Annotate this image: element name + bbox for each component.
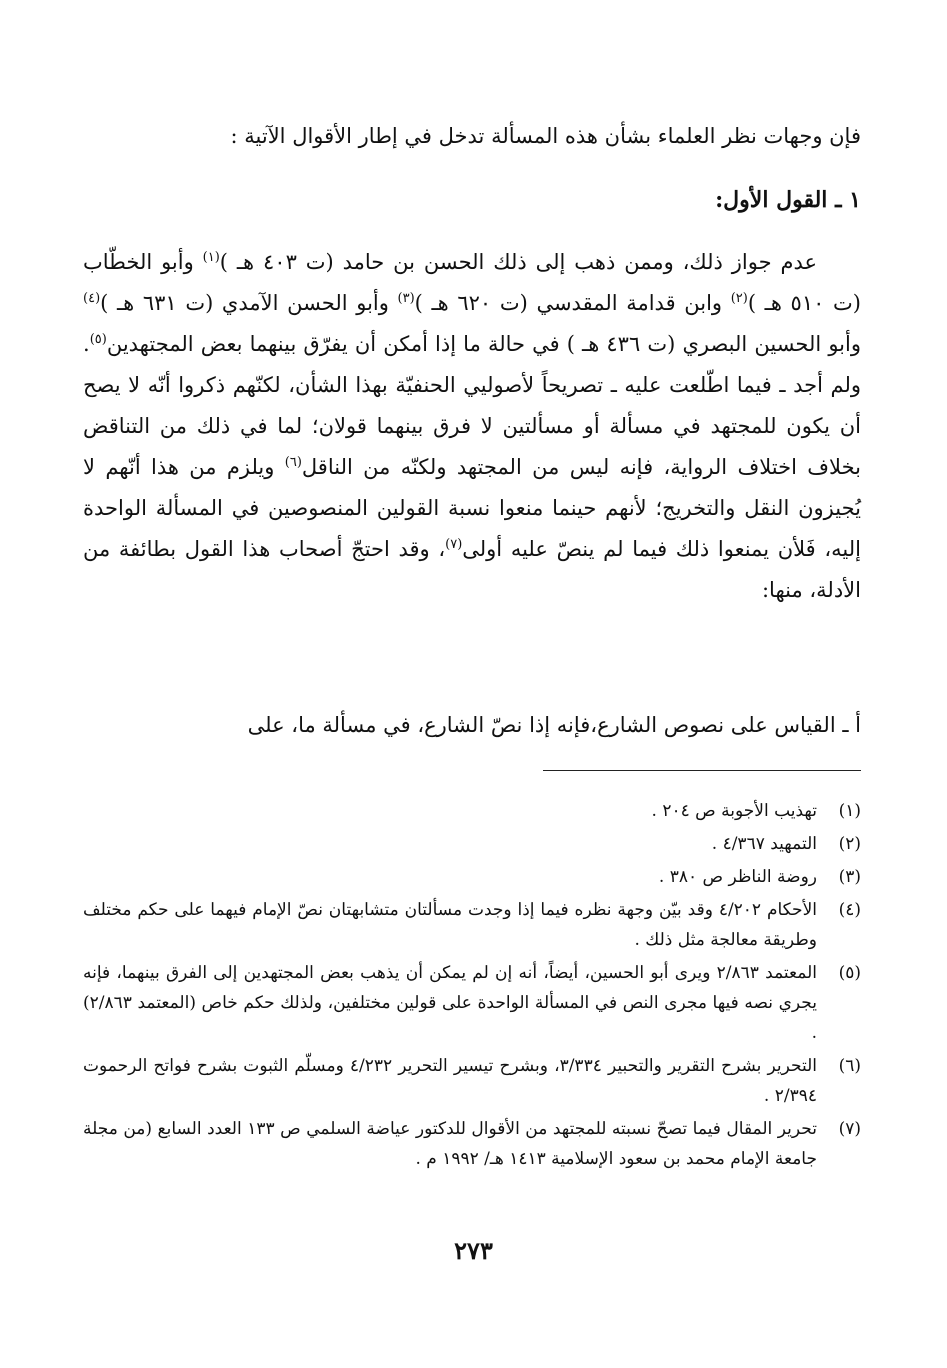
- footnotes-list: [83, 796, 861, 1177]
- paragraph-segment: وأبو الحسين البصري (ت ٤٣٦ هـ ) في حالة ما إذا أمكن أن يفرّق بينهما بعض المجتهدين: [106, 332, 861, 356]
- footnote-text: روضة الناظر ص ٣٨٠ .: [658, 867, 817, 887]
- footnote-text: المعتمد ٢/٨٦٣ ويرى أبو الحسين، أيضاً، أنه إن لم يمكن أن يذهب بعض المجتهدين إلى الفرق بينهما، فإنه يجري نصه فيها مجرى النص في المسألة الواحدة على قولين مختلفين، ولذلك حكم خاص (المعتمد ٢/٨٦٣) .: [83, 963, 817, 1043]
- footnote-text: تحرير المقال فيما تصحّ نسبته للمجتهد من الأقوال للدكتور عياضة السلمي ص ١٣٣ العدد السابع (من مجلة جامعة الإمام محمد بن سعود الإسلامية ١٤١٣ هـ/ ١٩٩٢ م .: [83, 1119, 817, 1169]
- footnote-number: (٥): [838, 963, 861, 983]
- footnote-ref[interactable]: (٥): [89, 332, 107, 347]
- footnote-number: (٧): [838, 1119, 861, 1139]
- paragraph-segment: . ولم أجد ـ فيما اطّلعت عليه ـ تصريحاً لأصوليي الحنفيّة بهذا الشأن، لكنّهم ذكروا أنّه لا يصح أن يكون للمجتهد في مسألة أو مسألتين لا فرق بينهما قولان؛ لما في ذلك من التناقض بخلاف اختلاف الرواية، فإنه ليس من المجتهد ولكنّه من الناقل: [83, 332, 861, 479]
- paragraph-segment: وأبو الحسن الآمدي (ت ٦٣١ هـ ): [100, 291, 398, 315]
- footnote-number: (٦): [838, 1056, 861, 1076]
- paragraph-segment: ، وقد احتجّ أصحاب هذا القول بطائفة من الأدلة، منها:: [83, 537, 861, 602]
- footnote: [83, 829, 861, 859]
- footnote-text: التحرير بشرح التقرير والتحبير ٣/٣٣٤، وبشرح تيسير التحرير ٤/٢٣٢ ومسلّم الثبوت بشرح فواتح الرحموت ٢/٣٩٤ .: [83, 1056, 817, 1106]
- footnote-divider: [543, 770, 861, 771]
- section-heading: ١ ـ القول الأول:: [715, 187, 861, 213]
- paragraph-segment: ويلزم من هذا أنّهم لا يُجيزون النقل والتخريج؛ لأنهم حينما منعوا نسبة القولين المنصوصين في المسألة الواحدة إليه، فَلأن يمنعوا ذلك فيما لم ينصّ عليه أولى: [83, 455, 861, 561]
- footnote-ref[interactable]: (٦): [284, 455, 302, 470]
- footnote-number: (٢): [838, 834, 861, 854]
- footnote-number: (٣): [838, 867, 861, 887]
- list-item-a: أ ـ القياس على نصوص الشارع،فإنه إذا نصّ الشارع، في مسألة ما، على: [247, 713, 861, 737]
- paragraph-segment: عدم جواز ذلك، وممن ذهب إلى ذلك الحسن بن حامد (ت ٤٠٣ هـ ): [219, 250, 818, 274]
- footnote-number: (٤): [838, 900, 861, 920]
- footnote-number: (١): [838, 801, 861, 821]
- paragraph-segment: وأبو الخطّاب (ت ٥١٠ هـ ): [83, 250, 861, 315]
- footnote-ref[interactable]: (٣): [397, 291, 415, 306]
- footnote-text: الأحكام ٤/٢٠٢ وقد بيّن وجهة نظره فيما إذا وجدت مسألتان متشابهتان نصّ الإمام فيهما على حكم مختلف وطريقة معالجة مثل ذلك .: [83, 900, 817, 950]
- footnote-ref[interactable]: (٤): [83, 291, 101, 306]
- paragraph-segment: وابن قدامة المقدسي (ت ٦٢٠ هـ ): [414, 291, 731, 315]
- footnote-ref[interactable]: (١): [202, 250, 220, 265]
- footnote-ref[interactable]: (٢): [730, 291, 748, 306]
- footnote: [83, 1114, 861, 1174]
- footnote: [83, 862, 861, 892]
- main-paragraph: [83, 242, 861, 611]
- footnote: [83, 895, 861, 955]
- footnote: [83, 958, 861, 1048]
- intro-line: فإن وجهات نظر العلماء بشأن هذه المسألة تدخل في إطار الأقوال الآتية :: [230, 124, 861, 148]
- page-number: ٢٧٣: [454, 1236, 493, 1265]
- footnote-text: التمهيد ٤/٣٦٧ .: [711, 834, 817, 854]
- footnote-ref[interactable]: (٧): [445, 537, 463, 552]
- footnote-text: تهذيب الأجوبة ص ٢٠٤ .: [651, 801, 817, 821]
- footnote: [83, 796, 861, 826]
- footnote: [83, 1051, 861, 1111]
